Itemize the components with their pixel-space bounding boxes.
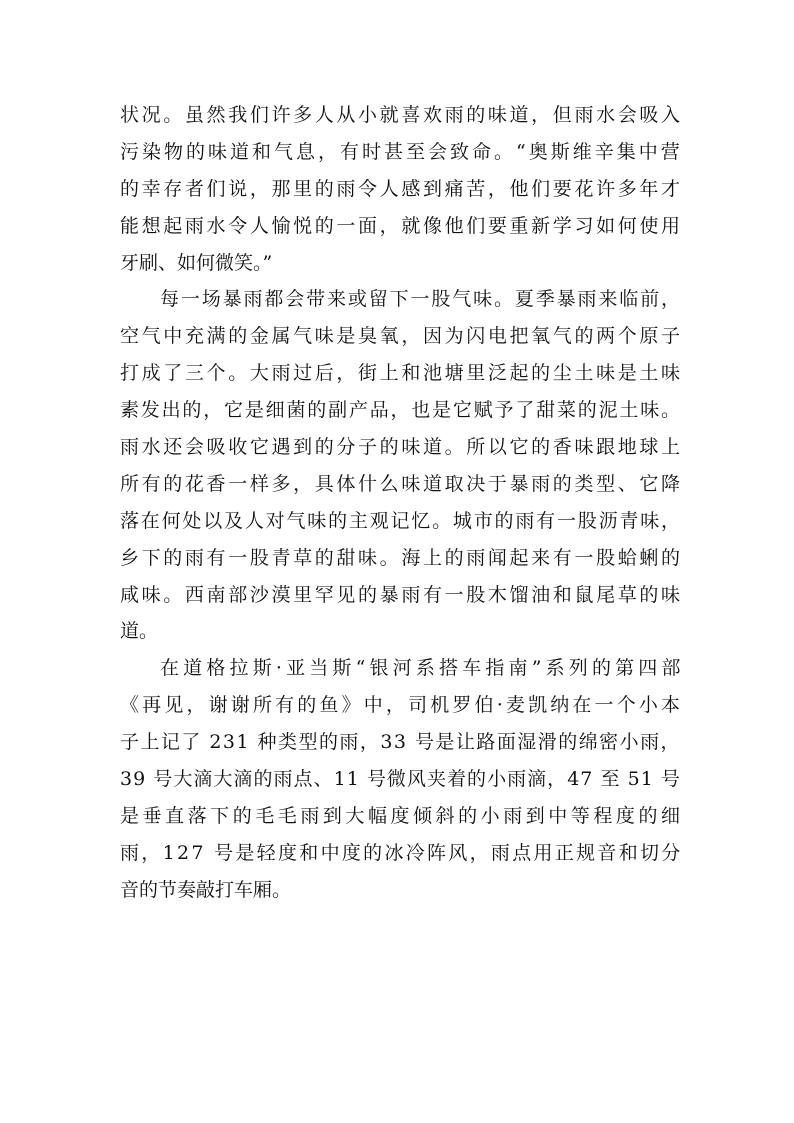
text-line xyxy=(120,540,683,577)
line-text: 落在何处以及人对气味的主观记忆。城市的雨有一股沥青味， xyxy=(120,509,682,532)
text-line xyxy=(120,650,685,687)
text-line xyxy=(120,245,680,282)
text-line xyxy=(120,429,683,466)
line-text: 污染物的味道和气息，有时甚至会致命。“奥斯维辛集中营 xyxy=(120,140,683,163)
text-line xyxy=(120,577,683,614)
text-line xyxy=(120,171,683,208)
line-text: 空气中充满的金属气味是臭氧，因为闪电把氧气的两个原子 xyxy=(120,325,683,348)
line-text: 打成了三个。大雨过后，街上和池塘里泛起的尘土味是土味 xyxy=(120,362,683,385)
line-text: 能想起雨水令人愉悦的一面，就像他们要重新学习如何使用 xyxy=(120,214,683,237)
text-line xyxy=(120,134,683,171)
line-text: 雨，127 号是轻度和中度的冰冷阵风，雨点用正规音和切分 xyxy=(120,841,683,864)
text-line xyxy=(120,208,683,245)
line-text: 道。 xyxy=(120,620,159,643)
text-line xyxy=(120,724,680,761)
line-text: 牙刷、如何微笑。” xyxy=(120,251,273,274)
text-line xyxy=(120,503,680,540)
line-text: 雨水还会吸收它遇到的分子的味道。所以它的香味跟地球上 xyxy=(120,436,683,459)
line-text: 状况。虽然我们许多人从小就喜欢雨的味道，但雨水会吸入 xyxy=(120,104,683,126)
line-text: 子上记了 231 种类型的雨，33 号是让路面湿滑的绵密小雨， xyxy=(120,731,682,754)
text-line xyxy=(120,466,683,503)
line-text: 素发出的，它是细菌的副产品，也是它赋予了甜菜的泥土味。 xyxy=(120,399,682,422)
line-text: 音的节奏敲打车厢。 xyxy=(120,878,292,901)
line-text: 每一场暴雨都会带来或留下一股气味。夏季暴雨来临前， xyxy=(160,288,682,311)
line-text: 是垂直落下的毛毛雨到大幅度倾斜的小雨到中等程度的细 xyxy=(120,804,684,827)
text-line xyxy=(120,761,680,798)
text-line xyxy=(120,318,683,355)
line-text: 的幸存者们说，那里的雨令人感到痛苦，他们要花许多年才 xyxy=(120,177,683,200)
text-line xyxy=(120,355,683,392)
text-line xyxy=(120,97,683,134)
line-text: 《再见，谢谢所有的鱼》中，司机罗伯·麦凯纳在一个小本 xyxy=(120,694,684,717)
line-text: 咸味。西南部沙漠里罕见的暴雨有一股木馏油和鼠尾草的味 xyxy=(120,583,683,606)
text-line xyxy=(120,613,680,650)
text-line xyxy=(120,281,680,318)
line-text: 39 号大滴大滴的雨点、11 号微风夹着的小雨滴，47 至 51 号 xyxy=(120,768,681,791)
text-line xyxy=(120,798,684,835)
text-line xyxy=(120,835,683,872)
text-line xyxy=(120,872,680,909)
line-text: 在道格拉斯·亚当斯“银河系搭车指南”系列的第四部 xyxy=(160,657,685,680)
text-line xyxy=(120,392,680,429)
line-text: 所有的花香一样多，具体什么味道取决于暴雨的类型、它降 xyxy=(120,472,683,495)
line-text: 乡下的雨有一股青草的甜味。海上的雨闻起来有一股蛤蜊的 xyxy=(120,546,683,569)
text-line xyxy=(120,687,684,724)
body-text xyxy=(120,97,685,909)
